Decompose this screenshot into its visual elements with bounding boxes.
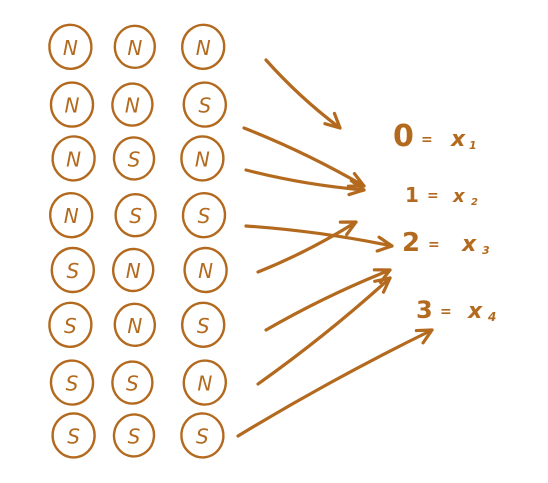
coin-7-3 <box>182 359 228 407</box>
outcome-row-4 <box>48 191 227 239</box>
coin-face-label: S <box>65 371 79 396</box>
value-number: 1 <box>405 183 419 207</box>
coin-face-label: S <box>197 204 211 229</box>
outcome-row-1 <box>47 23 226 71</box>
variable-name: x <box>451 127 466 152</box>
coin-6-1 <box>47 301 93 349</box>
coin-face-label: N <box>198 259 214 283</box>
coin-4-1 <box>48 191 94 239</box>
coin-face-label: S <box>66 259 80 283</box>
coin-face-label: S <box>127 424 141 449</box>
coin-6-2 <box>113 302 157 348</box>
coin-face-label: S <box>198 93 212 118</box>
coin-5-1 <box>52 248 94 292</box>
arrow-row-8-to-value-3 <box>238 330 432 436</box>
value-number: 2 <box>402 228 421 258</box>
outcome-row-2 <box>51 81 228 129</box>
arrow-shaft <box>266 270 390 330</box>
coin-face-label: S <box>196 313 210 338</box>
coin-face-label: S <box>67 424 80 449</box>
coin-face-label: N <box>64 93 80 118</box>
coin-7-1 <box>49 359 95 407</box>
coin-face-label: N <box>127 35 143 60</box>
arrow-shaft <box>266 60 340 128</box>
coin-face-label: N <box>127 313 143 338</box>
arrow-shaft <box>258 278 390 384</box>
coin-2-1 <box>51 83 93 127</box>
arrow-shaft <box>246 170 364 190</box>
variable-name: x <box>462 232 477 257</box>
coin-face-label: N <box>195 35 211 60</box>
variable-subscript: 2 <box>471 197 478 208</box>
coin-face-label: S <box>126 371 139 396</box>
coin-8-2 <box>112 412 156 458</box>
arrow-row-2-to-value-1 <box>244 128 364 186</box>
coin-3-2 <box>112 135 156 181</box>
coin-face-label: N <box>66 147 82 172</box>
coin-face-label: S <box>196 424 209 449</box>
coin-face-label: N <box>194 147 210 172</box>
value-label-3 <box>416 296 496 324</box>
coin-4-2 <box>116 194 156 236</box>
coin-face-label: N <box>62 35 78 60</box>
coin-6-3 <box>182 303 224 347</box>
outcome-row-7 <box>49 359 228 407</box>
coin-face-label: S <box>64 313 77 338</box>
coin-face-label: S <box>127 147 141 172</box>
coin-3-3 <box>181 136 223 180</box>
coin-3-1 <box>50 134 96 182</box>
outcomes-grid <box>47 23 229 460</box>
coin-face-label: S <box>129 204 142 229</box>
coin-face-label: N <box>125 259 141 283</box>
arrow-shaft <box>244 128 364 186</box>
coin-2-3 <box>182 81 228 129</box>
value-number: 0 <box>393 119 414 154</box>
coin-8-3 <box>179 411 225 459</box>
outcome-row-5 <box>52 246 229 294</box>
coin-5-2 <box>111 247 155 293</box>
arrow-row-6-to-value-2 <box>266 270 390 330</box>
coin-1-2 <box>115 26 155 68</box>
coin-2-2 <box>110 82 154 128</box>
equals-sign: = <box>440 304 452 320</box>
coin-face-label: N <box>63 204 79 229</box>
coin-1-1 <box>47 23 93 71</box>
equals-sign: = <box>421 132 433 148</box>
variable-name: x <box>468 299 483 324</box>
coin-5-3 <box>182 246 228 294</box>
arrow-row-3-to-value-1 <box>246 170 364 195</box>
variable-subscript: 4 <box>488 310 497 324</box>
arrow-shaft <box>238 330 432 436</box>
arrow-row-1-to-value-0 <box>266 60 340 128</box>
value-number: 3 <box>416 296 433 324</box>
outcome-row-8 <box>53 411 226 459</box>
arrow-row-4-to-value-2 <box>246 226 392 251</box>
outcome-row-3 <box>50 134 223 182</box>
variable-subscript: 3 <box>482 244 490 257</box>
coin-1-3 <box>180 23 226 71</box>
coin-face-label: N <box>197 371 213 396</box>
outcome-row-6 <box>47 301 224 349</box>
arrow-row-7-to-value-2 <box>258 278 390 384</box>
random-variable-values <box>393 119 496 324</box>
coin-8-1 <box>53 413 95 457</box>
variable-name: x <box>453 186 465 207</box>
value-label-1 <box>405 183 478 208</box>
equals-sign: = <box>428 237 440 253</box>
value-label-0 <box>393 119 477 154</box>
coin-face-label: N <box>124 93 140 118</box>
variable-subscript: 1 <box>469 139 477 152</box>
value-label-2 <box>402 228 490 258</box>
coin-7-2 <box>112 362 152 404</box>
coin-4-3 <box>181 191 227 239</box>
equals-sign: = <box>427 188 439 204</box>
